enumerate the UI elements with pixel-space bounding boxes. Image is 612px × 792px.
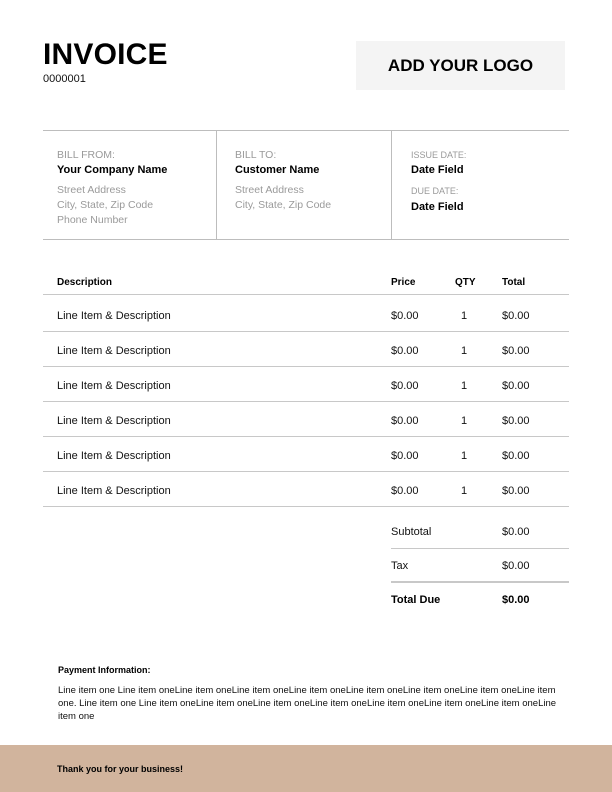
table-row (43, 367, 569, 402)
table-row (43, 332, 569, 367)
row-total: $0.00 (502, 485, 530, 497)
row-total: $0.00 (502, 345, 530, 357)
row-qty: 1 (461, 380, 468, 392)
payment-info-title: Payment Information: (58, 665, 151, 675)
billing-info-section (43, 130, 569, 240)
issue-date-label: ISSUE DATE: (411, 150, 467, 160)
header-total: Total (502, 277, 526, 288)
row-description: Line Item & Description (57, 380, 171, 392)
row-description: Line Item & Description (57, 310, 171, 322)
issue-date-value: Date Field (411, 164, 464, 176)
row-price: $0.00 (391, 310, 419, 322)
row-qty: 1 (461, 310, 468, 322)
logo-placeholder[interactable]: ADD YOUR LOGO (356, 41, 565, 90)
row-description: Line Item & Description (57, 415, 171, 427)
bill-from-company-name: Your Company Name (57, 164, 168, 176)
row-qty: 1 (461, 415, 468, 427)
invoice-number: 0000001 (43, 73, 86, 85)
bill-to-label: BILL TO: (235, 149, 277, 161)
subtotal-label: Subtotal (391, 526, 432, 538)
row-total: $0.00 (502, 310, 530, 322)
bill-from-street: Street Address (57, 184, 126, 196)
due-date-label: DUE DATE: (411, 186, 459, 196)
bill-to-city: City, State, Zip Code (235, 199, 332, 211)
row-total: $0.00 (502, 380, 530, 392)
row-total: $0.00 (502, 415, 530, 427)
row-description: Line Item & Description (57, 485, 171, 497)
table-header (43, 270, 569, 295)
row-qty: 1 (461, 450, 468, 462)
bill-from-label: BILL FROM: (57, 149, 115, 161)
bill-from-city: City, State, Zip Code (57, 199, 154, 211)
table-row (43, 472, 569, 507)
tax-row (391, 549, 569, 583)
header-price: Price (391, 277, 416, 288)
dates-block (392, 131, 569, 239)
total-due-value: $0.00 (502, 594, 530, 606)
row-description: Line Item & Description (57, 345, 171, 357)
tax-label: Tax (391, 560, 409, 572)
bill-from-phone: Phone Number (57, 214, 128, 226)
row-price: $0.00 (391, 415, 419, 427)
subtotal-value: $0.00 (502, 526, 530, 538)
bill-to-customer-name: Customer Name (235, 164, 320, 176)
payment-info-text: Line item one Line item oneLine item oneLine item oneLine item oneLine item oneLine item oneLine item oneLine item one. Line item one Line item oneLine item oneLine item oneLine item oneLine item oneLine item oneLine item oneLine item one (58, 685, 557, 722)
invoice-title: INVOICE (43, 38, 168, 71)
row-price: $0.00 (391, 380, 419, 392)
due-date-value: Date Field (411, 201, 464, 213)
row-price: $0.00 (391, 345, 419, 357)
row-description: Line Item & Description (57, 450, 171, 462)
row-qty: 1 (461, 345, 468, 357)
header-qty: QTY (455, 277, 476, 288)
row-price: $0.00 (391, 450, 419, 462)
table-row (43, 437, 569, 472)
subtotal-row (391, 515, 569, 549)
bill-to-block (217, 131, 392, 239)
footer-thank-you: Thank you for your business! (57, 764, 184, 774)
tax-value: $0.00 (502, 560, 530, 572)
bill-from-block (43, 131, 217, 239)
row-qty: 1 (461, 485, 468, 497)
total-due-row (391, 583, 569, 617)
row-price: $0.00 (391, 485, 419, 497)
table-row (43, 297, 569, 332)
bill-to-street: Street Address (235, 184, 304, 196)
row-total: $0.00 (502, 450, 530, 462)
total-due-label: Total Due (391, 594, 441, 606)
footer-band (0, 745, 612, 792)
table-row (43, 402, 569, 437)
header-description: Description (57, 277, 113, 288)
